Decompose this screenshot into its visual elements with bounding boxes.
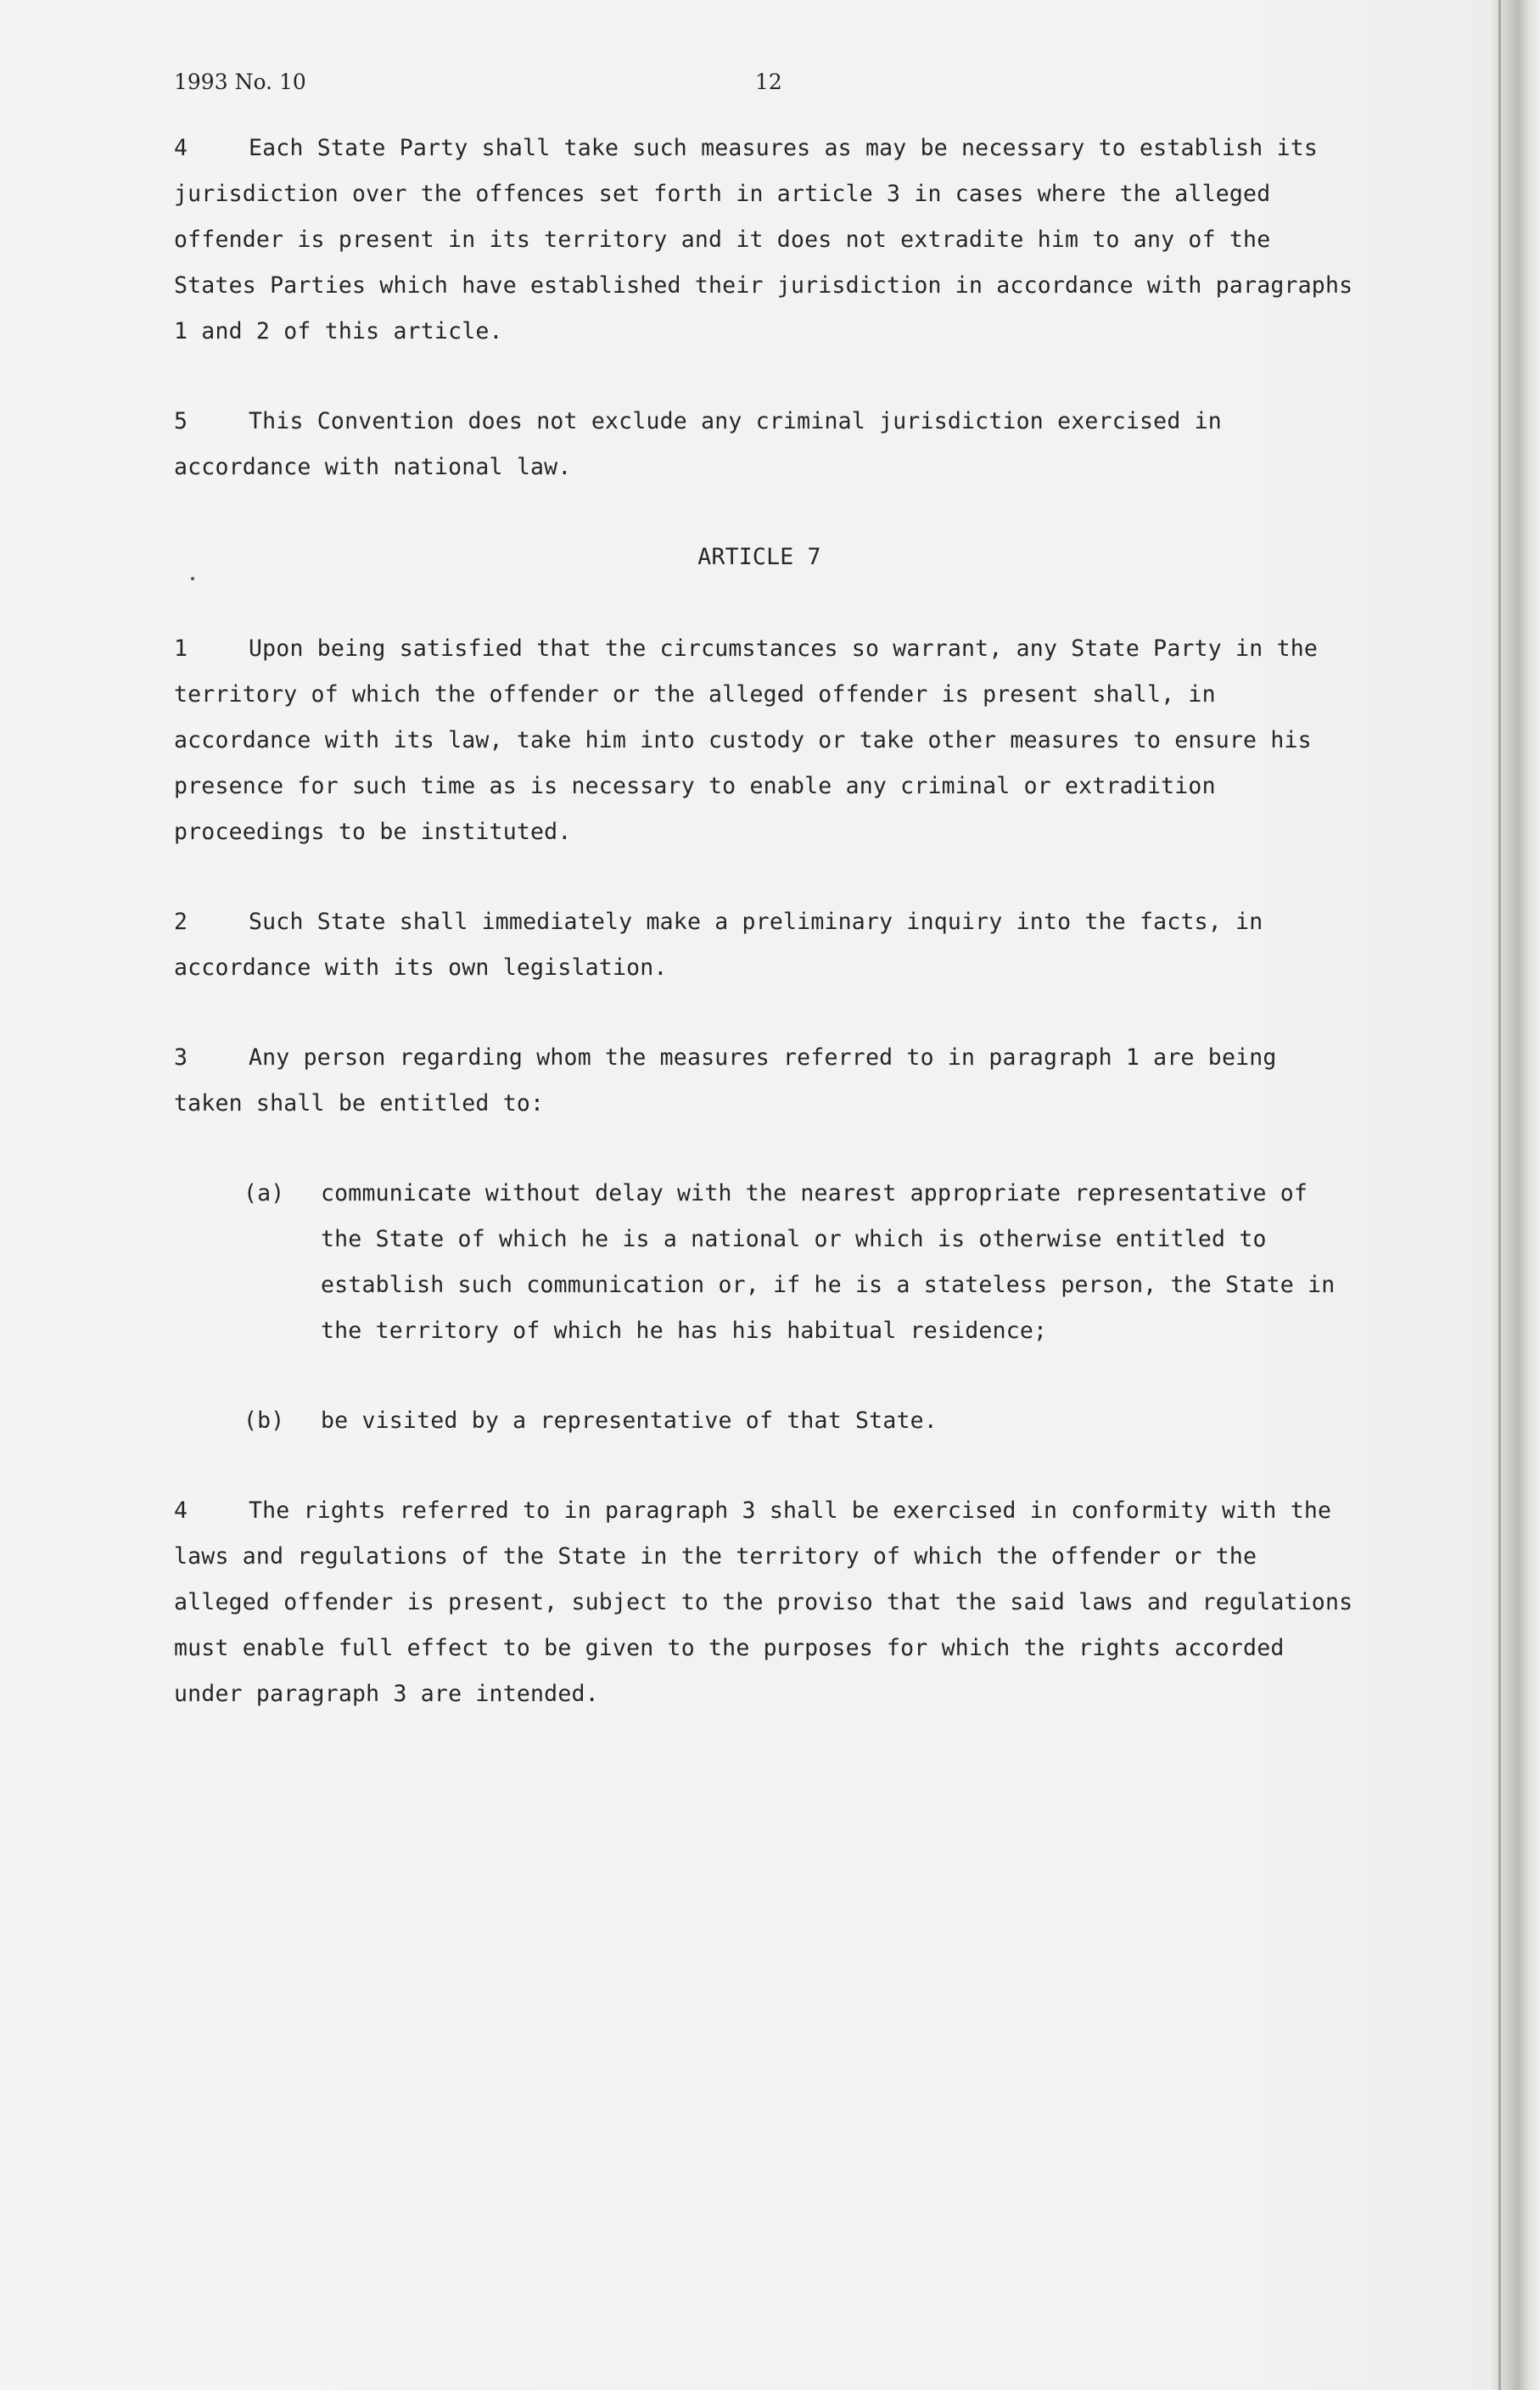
subparagraph-text: be visited by a representative of that State. bbox=[321, 1408, 938, 1434]
page-header bbox=[174, 70, 1311, 104]
paragraph-text: Upon being satisfied that the circumstances so warrant, any State Party in the territory of which the offender or the alleged offender is present shall, in accordance with its law, take him into custody or take other measures to ensure his presence for such time as is necessary to enable any criminal or extradition proceedings to be instituted. bbox=[174, 635, 1319, 845]
year-number: 1993 No. 10 bbox=[174, 70, 306, 94]
article-heading: ARTICLE 7 bbox=[697, 544, 821, 570]
paragraph-text: The rights referred to in paragraph 3 shall be exercised in conformity with the laws and regulations of the State in the territory of which the offender or the alleged offender is present, subject to the proviso that the said laws and regulations must enable full effect to be given to the purposes for which the rights accorded under paragraph 3 are intended. bbox=[174, 1497, 1353, 1707]
paragraph-number: 5 bbox=[174, 408, 188, 434]
paragraph-number: 4 bbox=[174, 135, 188, 161]
paragraph-number: 4 bbox=[174, 1497, 188, 1524]
article7-paragraph-4 bbox=[174, 1488, 1353, 1717]
paragraph-number: 2 bbox=[174, 909, 188, 935]
paragraph-text: This Convention does not exclude any criminal jurisdiction exercised in accordance with national law. bbox=[174, 408, 1222, 480]
paragraph-number: 1 bbox=[174, 635, 188, 662]
subparagraph-a bbox=[174, 1171, 1353, 1354]
subparagraph-b bbox=[174, 1398, 1353, 1444]
article7-paragraph-2 bbox=[174, 899, 1353, 991]
article7-paragraph-3 bbox=[174, 1035, 1353, 1127]
paragraph-text: Such State shall immediately make a preliminary inquiry into the facts, in accordance with its own legislation. bbox=[174, 909, 1263, 981]
paragraph-number: 3 bbox=[174, 1044, 188, 1071]
document-body bbox=[174, 126, 1353, 1761]
article7-paragraph-1 bbox=[174, 626, 1353, 855]
page-edge-line bbox=[1498, 0, 1501, 2390]
paragraph-5 bbox=[174, 399, 1353, 490]
subparagraph-label: (a) bbox=[244, 1180, 285, 1206]
paragraph-text: Any person regarding whom the measures referred to in paragraph 1 are being taken shall be entitled to: bbox=[174, 1044, 1277, 1117]
subparagraph-text: communicate without delay with the nearest appropriate representative of the State of which he is a national or which is otherwise entitled to establish such communication or, if he is a stateless person, the State in the territory of which he has his habitual residence; bbox=[321, 1180, 1336, 1344]
subparagraph-label: (b) bbox=[244, 1408, 285, 1434]
paragraph-4 bbox=[174, 126, 1353, 355]
paragraph-text: Each State Party shall take such measures as may be necessary to establish its jurisdiction over the offences set forth in article 3 in cases where the alleged offender is present in its territory and it does not extradite him to any of the States Parties which have established their jurisdiction in accordance with paragraphs 1 and 2 of this article. bbox=[174, 135, 1353, 344]
page-number: 12 bbox=[755, 70, 782, 94]
